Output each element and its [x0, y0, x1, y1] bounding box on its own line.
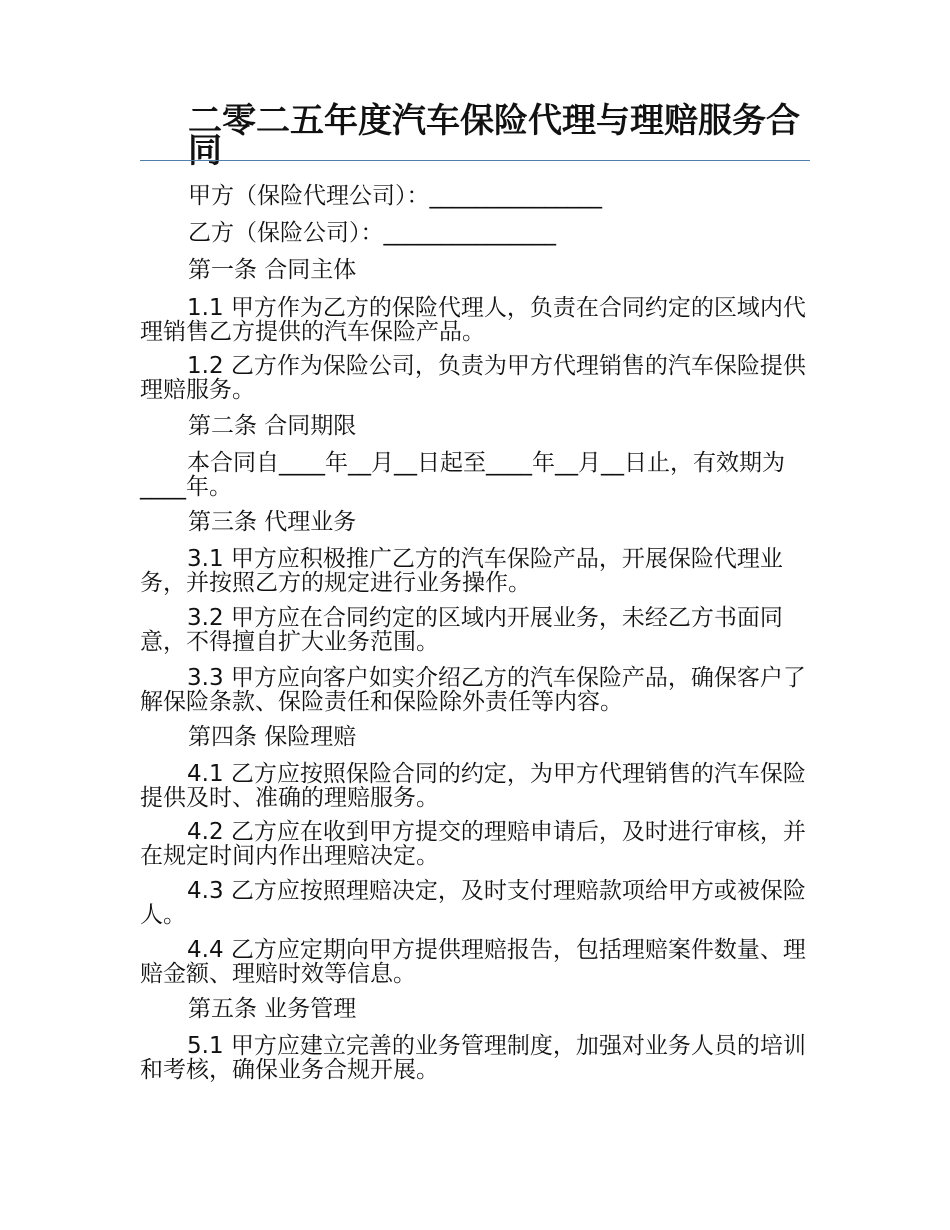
document-title: 二零二五年度汽车保险代理与理赔服务合同	[188, 101, 800, 171]
clause-paragraph: 4.3 乙方应按照理赔决定，及时支付理赔款项给甲方或被保险人。	[140, 878, 806, 928]
party-b-line: 乙方（保险公司）：_______________	[188, 220, 556, 246]
clause-paragraph: 5.1 甲方应建立完善的业务管理制度，加强对业务人员的培训和考核，确保业务合规开展。	[140, 1033, 806, 1083]
section-heading: 第五条 业务管理	[188, 996, 357, 1022]
clause-paragraph: 3.3 甲方应向客户如实介绍乙方的汽车保险产品，确保客户了解保险条款、保险责任和保险除外责任等内容。	[140, 665, 806, 715]
clause-paragraph: 3.1 甲方应积极推广乙方的汽车保险产品，开展保险代理业务，并按照乙方的规定进行业务操作。	[140, 546, 783, 596]
title-underline	[140, 160, 810, 161]
clause-paragraph: 4.1 乙方应按照保险合同的约定，为甲方代理销售的汽车保险提供及时、准确的理赔服务。	[140, 761, 806, 811]
section-heading: 第一条 合同主体	[188, 257, 357, 283]
clause-paragraph: 1.2 乙方作为保险公司，负责为甲方代理销售的汽车保险提供理赔服务。	[140, 353, 806, 403]
party-a-line: 甲方（保险代理公司）：_______________	[188, 183, 602, 209]
clause-paragraph: 1.1 甲方作为乙方的保险代理人，负责在合同约定的区域内代理销售乙方提供的汽车保险产品。	[140, 295, 806, 345]
section-heading: 第二条 合同期限	[188, 413, 357, 439]
section-heading: 第四条 保险理赔	[188, 724, 357, 750]
section-heading: 第三条 代理业务	[188, 509, 357, 535]
clause-paragraph: 4.2 乙方应在收到甲方提交的理赔申请后，及时进行审核，并在规定时间内作出理赔决定。	[140, 819, 806, 869]
clause-paragraph: 4.4 乙方应定期向甲方提供理赔报告，包括理赔案件数量、理赔金额、理赔时效等信息。	[140, 937, 806, 987]
clause-paragraph: 本合同自____年__月__日起至____年__月__日止，有效期为____年。	[140, 450, 785, 500]
clause-paragraph: 3.2 甲方应在合同约定的区域内开展业务，未经乙方书面同意，不得擅自扩大业务范围。	[140, 605, 783, 655]
